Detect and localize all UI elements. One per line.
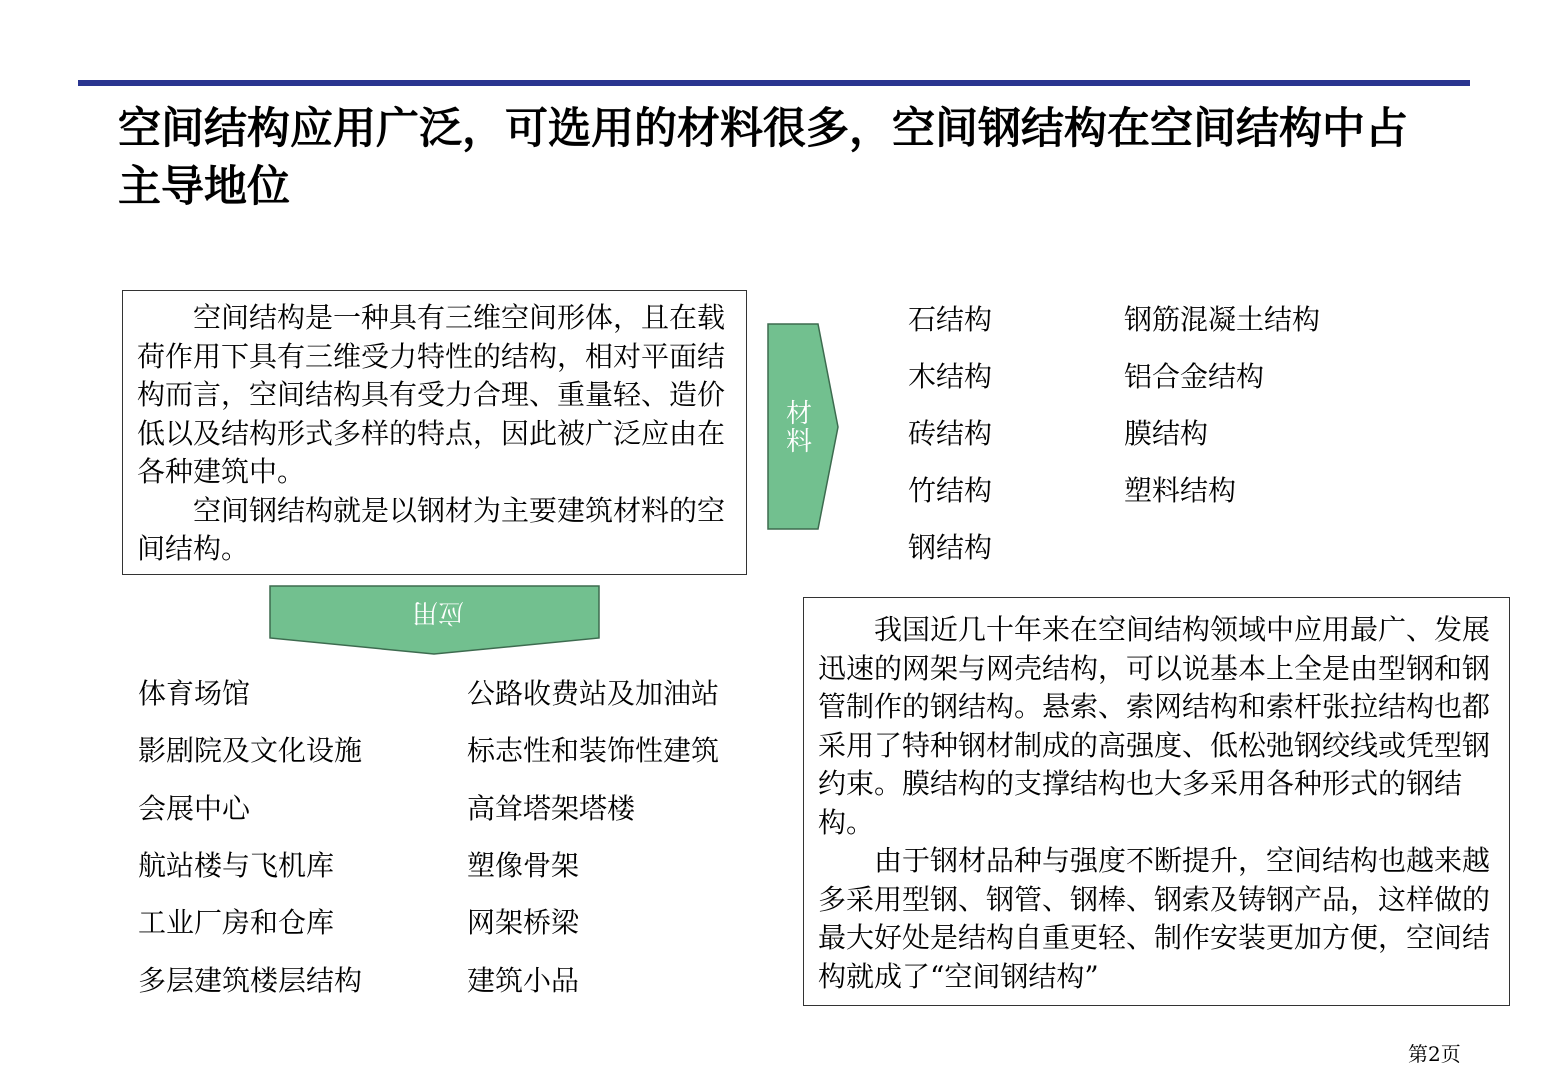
application-item: 工业厂房和仓库 [138, 906, 335, 939]
application-item: 高耸塔架塔楼 [467, 792, 636, 825]
application-item: 多层建筑楼层结构 [138, 964, 363, 997]
application-item: 影剧院及文化设施 [138, 734, 363, 767]
application-item: 航站楼与飞机库 [138, 849, 335, 882]
definition-paragraph-2: 空间钢结构就是以钢材为主要建筑材料的空间结构。 [137, 493, 726, 565]
material-item: 木结构 [908, 360, 993, 393]
steel-paragraph-2: 由于钢材品种与强度不断提升，空间结构也越来越多采用型钢、钢管、钢棒、钢索及铸钢产品，这样做的最大好处是结构自重更轻、制作安装更加方便，空间结构就成了“空间钢结构” [818, 844, 1491, 993]
material-item: 砖结构 [908, 417, 993, 450]
application-item: 会展中心 [138, 792, 251, 825]
definition-box [122, 290, 747, 575]
material-item: 铝合金结构 [1124, 360, 1265, 393]
application-item: 塑像骨架 [467, 849, 580, 882]
application-item: 网架桥梁 [467, 906, 580, 939]
definition-paragraph-1: 空间结构是一种具有三维空间形体，且在载荷作用下具有三维受力特性的结构，相对平面结构而言，空间结构具有受力合理、重量轻、造价低以及结构形式多样的特点，因此被广泛应由在各种建筑中。 [137, 301, 726, 488]
page-title: 空间结构应用广泛，可选用的材料很多，空间钢结构在空间结构中占主导地位 [118, 104, 1408, 212]
material-item: 钢筋混凝土结构 [1124, 303, 1321, 336]
material-item: 石结构 [908, 303, 993, 336]
application-arrow-label: 应用 [412, 597, 465, 627]
steel-structure-box [803, 597, 1510, 1006]
application-item: 公路收费站及加油站 [467, 677, 720, 710]
application-item: 建筑小品 [467, 964, 580, 997]
material-item: 竹结构 [908, 474, 993, 507]
material-item: 钢结构 [908, 531, 993, 564]
application-item: 体育场馆 [138, 677, 251, 710]
material-item: 塑料结构 [1124, 474, 1237, 507]
steel-paragraph-1: 我国近几十年来在空间结构领域中应用最广、发展迅速的网架与网壳结构，可以说基本上全是由型钢和钢管制作的钢结构。悬索、索网结构和索杆张拉结构也都采用了特种钢材制成的高强度、低松弛钢绞线或凭型钢约束。膜结构的支撑结构也大多采用各种形式的钢结构。 [818, 613, 1491, 839]
materials-arrow-label: 材料 [786, 399, 813, 457]
page-number: 第2页 [1408, 1042, 1461, 1066]
title-divider-line [78, 80, 1470, 86]
application-item: 标志性和装饰性建筑 [467, 734, 720, 767]
material-item: 膜结构 [1124, 417, 1209, 450]
